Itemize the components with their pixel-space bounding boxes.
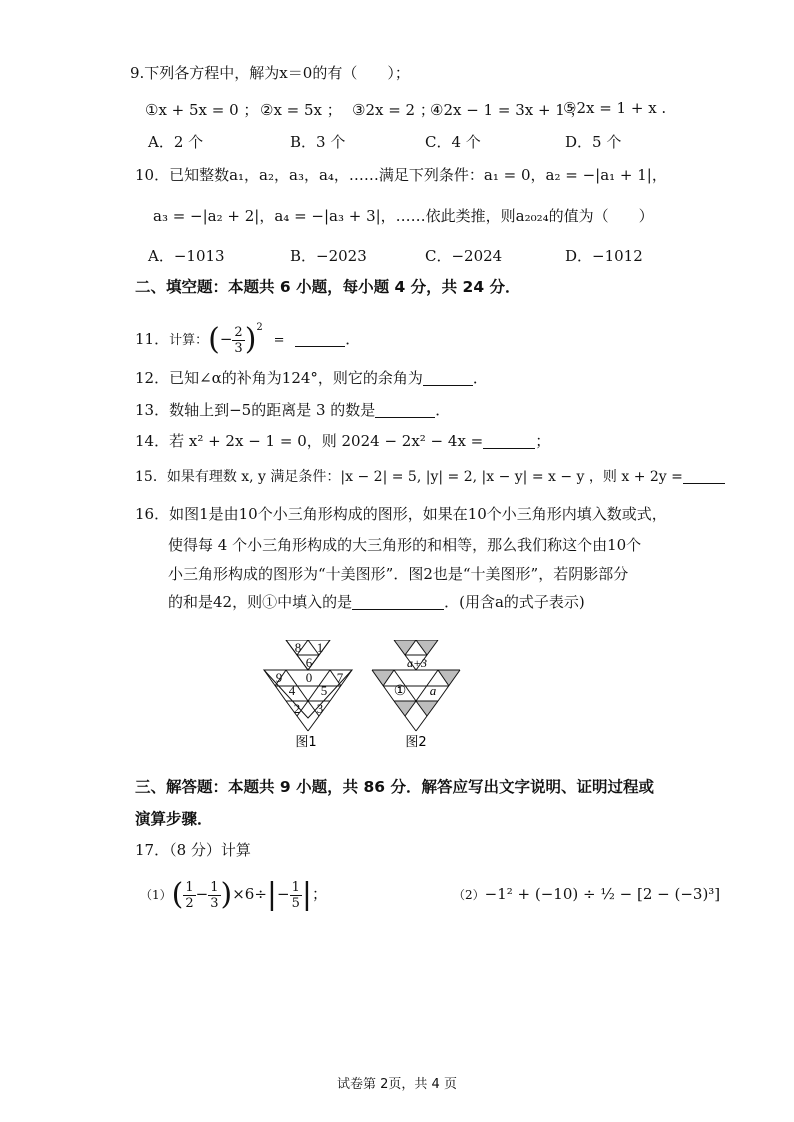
q9-item-2: ②x = 5x ；: [260, 101, 342, 119]
section3-heading-line1: 三、解答题：本题共 9 小题，共 86 分．解答应写出文字说明、证明过程或: [135, 778, 654, 796]
section3-heading-line2: 演算步骤．: [135, 810, 213, 828]
page-footer: 试卷第 2页，共 4 页: [337, 1077, 457, 1092]
q11: 11．计算：(− $\frac{2}{3}$ )$^2$ = ．: [135, 322, 361, 357]
q15-answer-blank: [683, 467, 725, 484]
q9-item-5: ⑤2x = 1 + x .: [563, 99, 667, 117]
fig1-caption: 图1: [295, 735, 317, 750]
q11-label: 计算：: [169, 333, 209, 348]
q9-item-4: ④2x − 1 = 3x + 1 ；: [430, 101, 585, 119]
q9-item-1: ①x + 5x = 0 ；: [145, 101, 259, 119]
q10-option-d: D．−1012: [565, 247, 643, 265]
q12: 12．已知∠α的补角为124°，则它的余角为 ．: [135, 369, 488, 387]
fig1-num: 9: [275, 670, 283, 685]
section2-heading: 二、填空题：本题共 6 小题，每小题 4 分，共 24 分．: [135, 278, 521, 296]
q10-line2: a₃ = −|a₂ + 2|，a₄ = −|a₃ + 3|，……依此类推，则a₂₀₂₄的值为（ ）: [153, 207, 654, 225]
q9-option-c: C．4 个: [425, 133, 481, 151]
q10-line1: 10．已知整数a₁，a₂，a₃，a₄，……满足下列条件：a₁ = 0，a₂ = −|a₁ + 1|，: [135, 166, 667, 184]
q9-stem: 9.下列各方程中，解为x＝0的有（ ）；: [130, 64, 410, 82]
q16-line1: 16．如图1是由10个小三角形构成的图形，如果在10个小三角形内填入数或式，: [135, 505, 667, 523]
fig1-num: 8: [294, 640, 302, 655]
q9-option-b: B．3 个: [290, 133, 346, 151]
fig1-num: 4: [288, 683, 296, 698]
fig2-caption: 图2: [405, 735, 427, 750]
q16-line3: 小三角形构成的图形为“十美图形”．图2也是“十美图形”，若阴影部分: [168, 565, 629, 583]
fig2-label-a: a: [429, 683, 437, 698]
q9-item-3: ③2x = 2 ；: [352, 101, 435, 119]
q11-answer-blank: [295, 330, 345, 347]
q13: 13．数轴上到−5的距离是 3 的数是 ．: [135, 401, 451, 419]
figure-2: [372, 640, 460, 731]
q17-title: 17．（8 分）计算: [135, 841, 251, 859]
fig1-num: 6: [305, 655, 313, 670]
q11-number: 11．: [135, 330, 170, 348]
q16-answer-blank: [352, 593, 444, 610]
q17-part2-expression: −1² + (−10) ÷ ½ − [2 − (−3)³]: [484, 885, 721, 903]
q14: 14．若 x² + 2x − 1 = 0，则 2024 − 2x² − 4x = ；: [135, 432, 551, 450]
q14-answer-blank: [483, 432, 535, 449]
q16-line2: 使得每 4 个小三角形构成的大三角形的和相等，那么我们称这个由10个: [168, 536, 642, 554]
q15: 15．如果有理数 x, y 满足条件：|x − 2| = 5, |y| = 2, |x − y| = x − y ，则 x + 2y =: [135, 466, 725, 488]
fig1-num: 1: [316, 640, 324, 655]
q17-part1: （1）( $\frac{1}{2}$ − $\frac{1}{3}$ )×6÷|− $\frac{1}{5}$ |；: [140, 877, 327, 912]
ten-triangle-figures: [262, 640, 482, 752]
q13-answer-blank: [375, 401, 435, 418]
fig2-label-a-plus-3: a+3: [406, 656, 428, 670]
fig1-num: 5: [320, 683, 328, 698]
figure-1-numbers: [276, 640, 344, 716]
q10-option-a: A．−1013: [148, 247, 225, 265]
q11-fraction: $\frac{2}{3}$: [234, 324, 243, 356]
fig1-num: 7: [336, 670, 344, 685]
q17-part2: （2）−1² + (−10) ÷ ½ − [2 − (−3)³]: [453, 885, 721, 903]
fig1-num: 2: [293, 701, 301, 716]
q9-option-a: A．2 个: [148, 133, 204, 151]
fig1-num: 3: [316, 701, 324, 716]
q10-option-b: B．−2023: [290, 247, 367, 265]
q16-line4: 的和是42，则①中填入的是 ．(用含a的式子表示): [168, 593, 585, 611]
fig1-num: 0: [305, 670, 313, 685]
figure-1: [264, 640, 352, 731]
q12-answer-blank: [423, 369, 473, 386]
q9-option-d: D．5 个: [565, 133, 622, 151]
fig2-label-circle-1: ①: [393, 683, 407, 699]
q10-option-c: C．−2024: [425, 247, 503, 265]
